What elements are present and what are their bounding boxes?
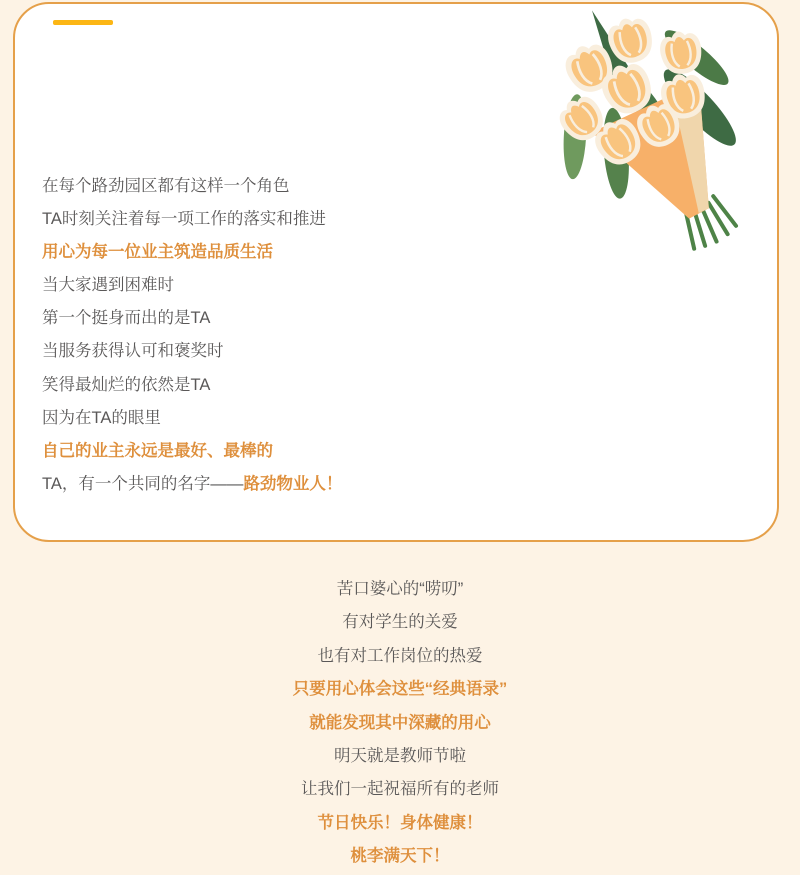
footer-text-block: [0, 573, 800, 874]
card-text-line: 第一个挺身而出的是TA: [42, 309, 211, 328]
card-text-line-mixed: [42, 468, 562, 501]
card-text-line: 笑得最灿烂的依然是TA: [42, 375, 211, 394]
footer-text-line-highlight: 节日快乐！身体健康！: [317, 813, 483, 832]
card-last-line-prefix: TA，有一个共同的名字——: [42, 474, 244, 493]
intro-card: [13, 2, 779, 542]
footer-text-line-highlight: 只要用心体会这些“经典语录”: [292, 680, 508, 699]
footer-text-line: 也有对工作岗位的热爱: [317, 646, 483, 665]
footer-text-line: 苦口婆心的“唠叨”: [336, 580, 464, 598]
card-last-line-highlight: 路劲物业人！: [243, 474, 343, 493]
card-text-line: 当服务获得认可和褒奖时: [42, 342, 224, 361]
footer-text-line: 让我们一起祝福所有的老师: [301, 780, 499, 799]
footer-text-line: 有对学生的关爱: [342, 613, 458, 632]
card-text-line: 因为在TA的眼里: [42, 408, 161, 427]
card-text-line: 当大家遇到困难时: [42, 276, 174, 295]
footer-text-line-highlight: 就能发现其中深藏的用心: [309, 713, 491, 732]
footer-text-line: 明天就是教师节啦: [334, 747, 466, 766]
card-text-line: TA时刻关注着每一项工作的落实和推进: [42, 210, 326, 229]
card-text-block: [42, 170, 562, 501]
footer-text-line-highlight: 桃李满天下！: [350, 847, 450, 866]
card-text-line: 在每个路劲园区都有这样一个角色: [42, 177, 290, 195]
accent-dash: [53, 20, 113, 25]
tulip-bouquet-illustration: [540, 8, 765, 256]
card-text-line-highlight: 用心为每一位业主筑造品质生活: [42, 243, 273, 262]
card-text-line-highlight: 自己的业主永远是最好、最棒的: [42, 441, 273, 460]
